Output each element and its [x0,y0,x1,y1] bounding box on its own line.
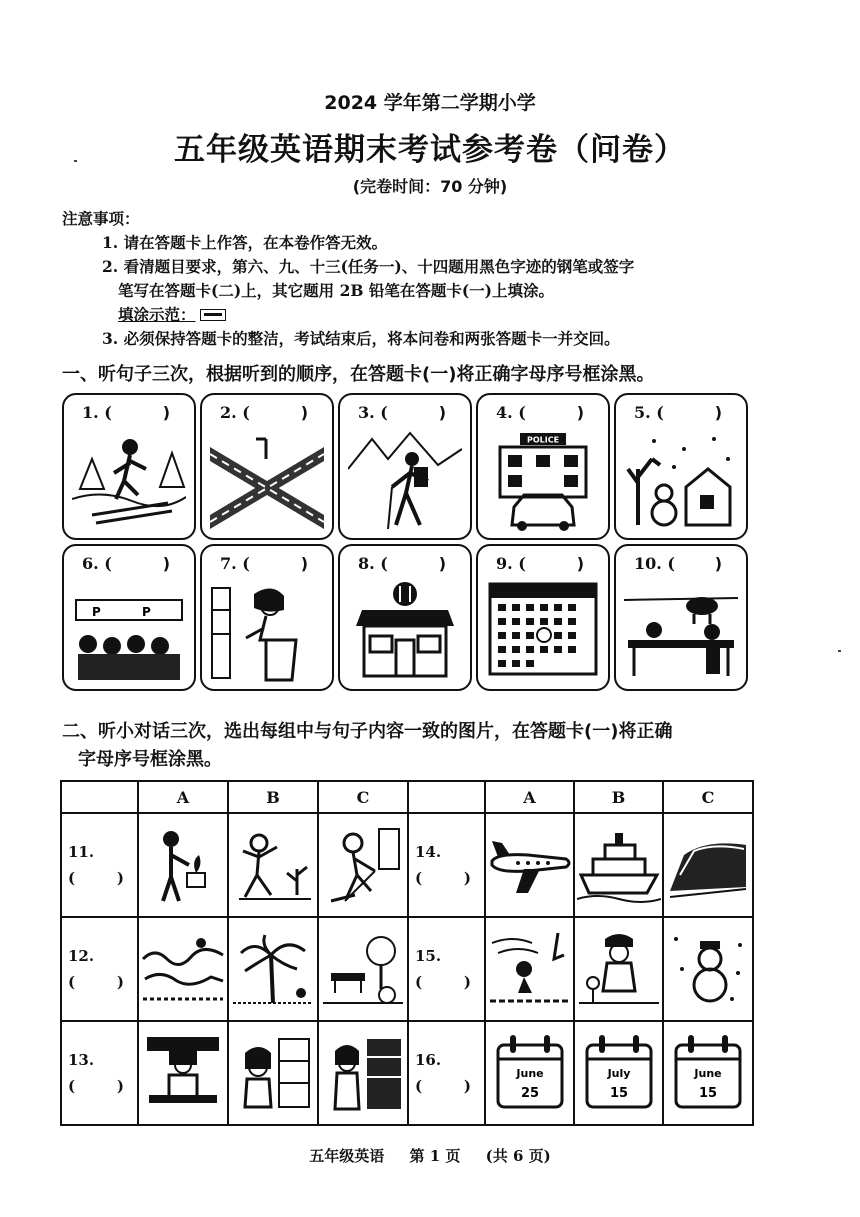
picture-card-1 [62,393,196,540]
parking-lot-icon [72,580,186,684]
calendar-icon [486,580,600,684]
snowman-winter-icon [666,929,750,1009]
option-cell [663,813,753,917]
close-paren: ) [300,403,308,422]
option-cell [138,917,228,1021]
question-number: 16. [415,1051,442,1069]
question-number: 6. ( [82,554,112,573]
calendar-day: 25 [520,1086,539,1101]
notes-item-1: 1. 请在答题卡上作答，在本卷作答无效。 [102,233,388,252]
exam-duration: (完卷时间：70 分钟) [352,177,508,196]
fill-demo [62,303,802,327]
svg-text:P: P [92,605,101,619]
exam-main-title: 五年级英语期末考试参考卷（问卷） [174,132,686,168]
footer-subject: 五年级英语 [309,1147,385,1165]
autumn-park-icon [321,929,405,1009]
girl-shopping-icon [321,1033,405,1113]
planting-tree-icon [231,825,315,905]
option-cell [318,1021,408,1125]
question-cell-12 [61,917,138,1021]
notes-item-2b: 笔写在答题卡(二)上，其它题用 2B 铅笔在答题卡(一)上填涂。 [118,281,555,300]
ship-icon [577,825,661,905]
notes-heading: 注意事项： [62,210,140,228]
calendar-month: June [694,1067,722,1080]
question-number: 3. ( [358,403,388,422]
notes-item-3: 3. 必须保持答题卡的整洁，考试结束后，将本问卷和两张答题卡一并交回。 [102,329,620,348]
question-cell-16 [408,1021,485,1125]
landscape-icon [141,929,225,1009]
close-paren: ) [714,554,722,573]
calendar-june-15-icon [666,1033,750,1113]
question-cell-15 [408,917,485,1021]
scan-speck [838,650,841,652]
question-number: 2. ( [220,403,250,422]
watering-plants-icon [141,825,225,905]
picture-card-4 [476,393,610,540]
calendar-month: June [515,1067,544,1080]
page-footer [0,1145,860,1166]
picture-card-7 [200,544,334,691]
girl-in-room-icon [231,1033,315,1113]
question-cell-14 [408,813,485,917]
question-number: 14. [415,843,442,861]
header-option-a: A [138,781,228,813]
question-number: 13. [68,1051,95,1069]
police-station-icon [486,429,600,533]
close-paren: ) [162,403,170,422]
header-blank [408,781,485,813]
option-cell [228,917,318,1021]
field-trip-icon [624,580,738,684]
calendar-day: 15 [698,1086,718,1101]
picture-card-3 [338,393,472,540]
answer-paren: ( ) [415,1077,471,1095]
answer-paren: ( ) [68,973,124,991]
question-number: 12. [68,947,95,965]
option-cell [228,1021,318,1125]
question-number: 11. [68,843,95,861]
header-blank [61,781,138,813]
windy-day-icon [488,929,572,1009]
hiking-icon [348,429,462,533]
close-paren: ) [576,554,584,573]
option-cell [574,1021,663,1125]
restaurant-icon [348,580,462,684]
table-row [61,813,753,917]
close-paren: ) [714,403,722,422]
picture-card-9 [476,544,610,691]
picture-card-6 [62,544,196,691]
header-option-b: B [574,781,663,813]
question-cell-13 [61,1021,138,1125]
reading-girl-icon [210,580,324,684]
picture-card-2 [200,393,334,540]
question-number: 9. ( [496,554,526,573]
option-cell [485,1021,574,1125]
notes-item-2a: 2. 看清题目要求，第六、九、十三(任务一)、十四题用黑色字迹的钢笔或签字 [102,257,635,276]
question-number: 15. [415,947,442,965]
snowman-icon [624,429,738,533]
palm-beach-icon [231,929,315,1009]
option-cell [574,917,663,1021]
question-number: 7. ( [220,554,250,573]
close-paren: ) [576,403,584,422]
question-number: 1. ( [82,403,112,422]
picture-card-8 [338,544,472,691]
section-1-title: 一、听句子三次，根据听到的顺序，在答题卡(一)将正确字母序号框涂黑。 [62,364,655,385]
footer-page-number: 第 1 页 [409,1147,461,1165]
filled-box-icon [200,309,226,321]
fill-demo-label: 填涂示范： [118,305,196,324]
picture-card-5 [614,393,748,540]
crossroads-icon [210,429,324,533]
answer-paren: ( ) [68,869,124,887]
girl-at-desk-icon [141,1033,225,1113]
section-1-picture-grid [62,393,752,695]
header-option-b: B [228,781,318,813]
skiing-icon [72,429,186,533]
notes-block [62,207,802,351]
close-paren: ) [300,554,308,573]
close-paren: ) [438,554,446,573]
header-option-c: C [318,781,408,813]
table-row [61,1021,753,1125]
option-cell [485,813,574,917]
option-cell [574,813,663,917]
option-cell [138,813,228,917]
section-2-title-line-1: 二、听小对话三次，选出每组中与句子内容一致的图片，在答题卡(一)将正确 [62,721,673,742]
option-cell [663,1021,753,1125]
question-number: 4. ( [496,403,526,422]
header-option-c: C [663,781,753,813]
option-cell [228,813,318,917]
option-cell [485,917,574,1021]
autumn-girl-icon [577,929,661,1009]
airplane-icon [488,825,572,905]
table-row [61,917,753,1021]
question-number: 8. ( [358,554,388,573]
section-2-title [62,718,762,774]
calendar-month: July [607,1067,630,1080]
picture-card-10 [614,544,748,691]
answer-paren: ( ) [415,869,471,887]
question-number: 5. ( [634,403,664,422]
svg-text:P: P [142,605,151,619]
question-cell-11 [61,813,138,917]
police-sign: POLICE [526,435,560,445]
close-paren: ) [162,554,170,573]
footer-total-pages: (共 6 页) [485,1147,551,1165]
table-header-row [61,781,753,813]
option-cell [318,917,408,1021]
answer-paren: ( ) [415,973,471,991]
train-icon [666,825,750,905]
header-option-a: A [485,781,574,813]
option-cell [663,917,753,1021]
digging-icon [321,825,405,905]
calendar-july-15-icon [577,1033,661,1113]
section-2-answer-table [60,780,754,1126]
option-cell [138,1021,228,1125]
calendar-day: 15 [609,1086,628,1101]
exam-term-title: 2024 学年第二学期小学 [324,92,536,114]
answer-paren: ( ) [68,1077,124,1095]
question-number: 10. ( [634,554,675,573]
section-2-title-line-2: 字母序号框涂黑。 [78,749,222,770]
option-cell [318,813,408,917]
close-paren: ) [438,403,446,422]
calendar-june-25-icon [488,1033,572,1113]
